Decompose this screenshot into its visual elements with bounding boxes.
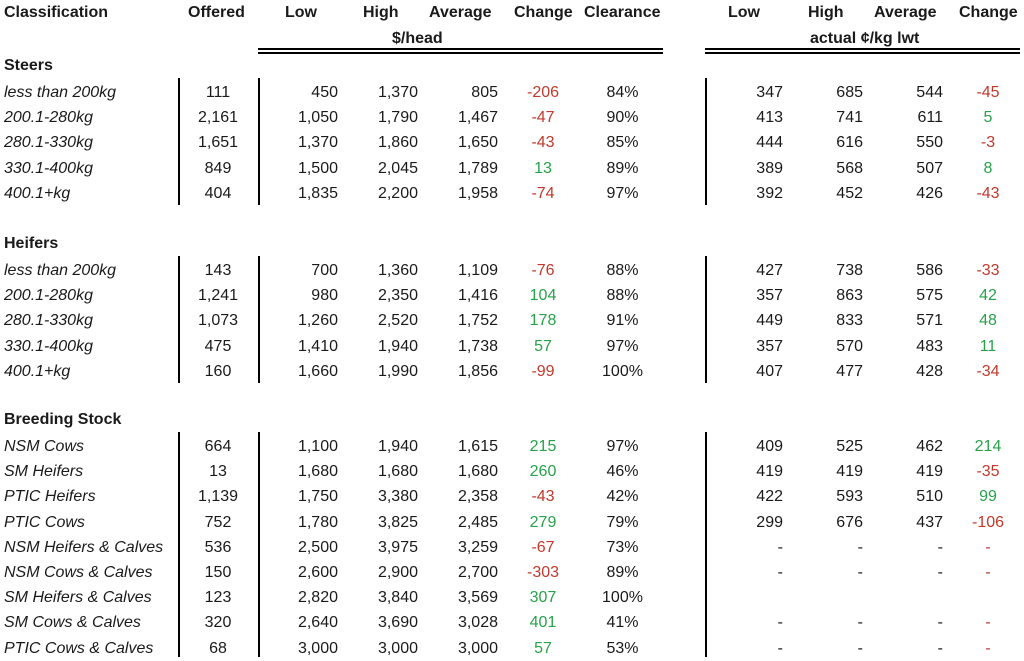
change-lwt-cell: - <box>985 614 991 632</box>
high-cell: 1,680 <box>377 463 418 481</box>
low-lwt-cell: 299 <box>756 513 783 531</box>
average-lwt-cell: 550 <box>916 134 943 152</box>
low-lwt-cell: - <box>777 564 783 581</box>
change-lwt-cell: 5 <box>983 109 993 127</box>
offered-cell: 68 <box>209 639 227 657</box>
high-cell: 2,520 <box>377 312 418 330</box>
header-clearance: Clearance <box>584 4 661 21</box>
high-lwt-cell: 685 <box>836 84 863 101</box>
low-lwt-cell: 392 <box>756 184 783 202</box>
header-underline-right <box>705 48 1020 54</box>
table-row <box>0 308 1024 333</box>
low-lwt-cell: - <box>777 614 783 632</box>
high-cell: 1,790 <box>377 109 418 127</box>
change-lwt-cell: -3 <box>980 134 996 152</box>
high-lwt-cell: 676 <box>836 513 863 531</box>
row-label: 280.1-330kg <box>4 312 93 330</box>
change-lwt-cell: -33 <box>976 262 1000 279</box>
high-lwt-cell: 616 <box>836 134 863 152</box>
low-cell: 2,820 <box>297 589 338 607</box>
average-cell: 3,000 <box>457 639 498 657</box>
clearance-cell: 73% <box>606 538 639 556</box>
clearance-cell: 100% <box>602 589 643 607</box>
low-cell: 3,000 <box>297 639 338 657</box>
average-cell: 1,738 <box>457 337 498 355</box>
table-row <box>0 80 1024 105</box>
table-row <box>0 459 1024 484</box>
offered-cell: 111 <box>205 84 231 101</box>
table-row <box>0 535 1024 560</box>
high-cell: 3,000 <box>377 639 418 657</box>
table-row <box>0 484 1024 509</box>
average-cell: 3,569 <box>457 589 498 607</box>
section-title-steers: Steers <box>4 57 53 74</box>
low-cell: 1,050 <box>297 109 338 127</box>
average-lwt-cell: 437 <box>916 513 943 531</box>
table-row <box>0 181 1024 206</box>
high-cell: 2,350 <box>377 287 418 305</box>
change-cell: 13 <box>534 159 552 177</box>
header-high: High <box>363 4 399 21</box>
low-lwt-cell: - <box>777 538 783 556</box>
change-cell: 57 <box>534 337 552 355</box>
offered-cell: 160 <box>204 362 232 380</box>
average-lwt-cell: 462 <box>916 438 943 455</box>
average-lwt-cell: - <box>937 564 943 581</box>
average-lwt-cell: - <box>937 538 943 556</box>
change-cell: -43 <box>531 134 555 152</box>
average-cell: 1,789 <box>457 159 498 177</box>
row-label: 200.1-280kg <box>4 287 93 305</box>
low-lwt-cell: 413 <box>756 109 783 127</box>
clearance-cell: 89% <box>606 159 639 177</box>
row-label: 400.1+kg <box>4 362 71 380</box>
high-lwt-cell: 741 <box>836 109 863 127</box>
high-lwt-cell: 863 <box>836 287 863 305</box>
table-row <box>0 610 1024 635</box>
high-lwt-cell: 738 <box>836 262 863 279</box>
change-cell: 260 <box>529 463 557 481</box>
high-cell: 3,690 <box>377 614 418 632</box>
change-cell: 104 <box>529 287 557 305</box>
change-cell: 401 <box>529 614 557 632</box>
header-offered: Offered <box>188 4 245 21</box>
average-cell: 805 <box>471 84 498 101</box>
offered-cell: 536 <box>204 538 232 556</box>
row-label: SM Heifers <box>4 463 84 481</box>
row-label: less than 200kg <box>4 262 117 279</box>
change-cell: 57 <box>534 639 552 657</box>
low-cell: 2,600 <box>297 564 338 581</box>
high-lwt-cell: 452 <box>836 184 863 202</box>
header-classification: Classification <box>4 4 109 21</box>
average-cell: 1,416 <box>457 287 498 305</box>
change-lwt-cell: -34 <box>976 362 1000 380</box>
low-lwt-cell: 347 <box>756 84 783 101</box>
change-lwt-cell: 11 <box>979 337 997 355</box>
high-cell: 1,360 <box>377 262 418 279</box>
low-cell: 980 <box>311 287 338 305</box>
offered-cell: 2,161 <box>197 109 239 127</box>
average-cell: 1,467 <box>457 109 498 127</box>
change-cell: -99 <box>531 362 555 380</box>
change-lwt-cell: 8 <box>983 159 993 177</box>
table-row <box>0 560 1024 585</box>
row-label: PTIC Cows <box>4 513 85 531</box>
average-cell: 2,485 <box>457 513 498 531</box>
header-low-lwt: Low <box>728 4 760 21</box>
low-lwt-cell: 407 <box>756 362 783 380</box>
row-label: 330.1-400kg <box>4 159 93 177</box>
low-cell: 1,100 <box>297 438 338 455</box>
average-cell: 1,109 <box>457 262 498 279</box>
header-average-lwt: Average <box>874 4 937 21</box>
high-cell: 1,940 <box>377 438 418 455</box>
average-lwt-cell: 419 <box>916 463 943 481</box>
clearance-cell: 88% <box>606 287 639 305</box>
offered-cell: 664 <box>204 438 232 455</box>
offered-cell: 752 <box>204 513 232 531</box>
row-label: NSM Heifers & Calves <box>4 538 164 556</box>
low-cell: 1,410 <box>297 337 338 355</box>
offered-cell: 320 <box>204 614 232 632</box>
low-lwt-cell: - <box>777 639 783 657</box>
low-lwt-cell: 409 <box>756 438 783 455</box>
average-cell: 1,958 <box>457 184 498 202</box>
header-underline-left <box>258 48 663 54</box>
high-cell: 1,940 <box>377 337 418 355</box>
clearance-cell: 91% <box>606 312 639 330</box>
clearance-cell: 41% <box>606 614 639 632</box>
average-cell: 1,752 <box>457 312 498 330</box>
change-cell: -76 <box>531 262 555 279</box>
change-lwt-cell: -35 <box>976 463 1000 481</box>
low-lwt-cell: 449 <box>756 312 783 330</box>
row-label: NSM Cows & Calves <box>4 564 153 581</box>
offered-cell: 143 <box>204 262 232 279</box>
average-lwt-cell: 510 <box>916 488 943 506</box>
low-lwt-cell: 357 <box>756 337 783 355</box>
offered-cell: 123 <box>204 589 232 607</box>
row-label: 330.1-400kg <box>4 337 93 355</box>
high-lwt-cell: 570 <box>836 337 863 355</box>
row-label: PTIC Heifers <box>4 488 96 506</box>
clearance-cell: 97% <box>606 337 639 355</box>
header-change: Change <box>514 4 573 21</box>
change-lwt-cell: - <box>985 564 991 581</box>
offered-cell: 1,139 <box>197 488 239 506</box>
average-lwt-cell: 586 <box>916 262 943 279</box>
table-row <box>0 510 1024 535</box>
high-lwt-cell: - <box>857 614 863 632</box>
high-lwt-cell: - <box>857 564 863 581</box>
offered-cell: 1,241 <box>197 287 239 305</box>
high-lwt-cell: 477 <box>836 362 863 380</box>
high-cell: 1,990 <box>377 362 418 380</box>
change-cell: -67 <box>531 538 555 556</box>
high-lwt-cell: - <box>857 639 863 657</box>
low-lwt-cell: 444 <box>756 134 783 152</box>
row-label: 400.1+kg <box>4 184 71 202</box>
low-lwt-cell: 427 <box>756 262 783 279</box>
offered-cell: 1,651 <box>197 134 239 152</box>
low-cell: 700 <box>311 262 338 279</box>
high-lwt-cell: 593 <box>836 488 863 506</box>
row-label: 280.1-330kg <box>4 134 93 152</box>
header-high-lwt: High <box>808 4 844 21</box>
row-label: SM Cows & Calves <box>4 614 141 632</box>
table-row <box>0 130 1024 155</box>
change-cell: 178 <box>529 312 557 330</box>
high-lwt-cell: 419 <box>836 463 863 481</box>
change-cell: 215 <box>529 438 557 455</box>
low-cell: 2,640 <box>297 614 338 632</box>
average-lwt-cell: 507 <box>916 159 943 177</box>
table-row <box>0 283 1024 308</box>
change-cell: -303 <box>526 564 560 581</box>
high-lwt-cell: 833 <box>836 312 863 330</box>
high-lwt-cell: - <box>857 538 863 556</box>
low-cell: 1,660 <box>297 362 338 380</box>
high-cell: 3,825 <box>377 513 418 531</box>
high-cell: 3,975 <box>377 538 418 556</box>
change-lwt-cell: 99 <box>979 488 997 506</box>
section-title-breeding-stock: Breeding Stock <box>4 411 122 428</box>
high-cell: 3,840 <box>377 589 418 607</box>
header-unit-head: $/head <box>392 30 443 47</box>
header-low: Low <box>285 4 317 21</box>
row-label: less than 200kg <box>4 84 117 101</box>
average-cell: 3,028 <box>457 614 498 632</box>
low-cell: 1,750 <box>297 488 338 506</box>
average-lwt-cell: - <box>937 614 943 632</box>
low-cell: 1,260 <box>297 312 338 330</box>
offered-cell: 475 <box>204 337 232 355</box>
table-row <box>0 334 1024 359</box>
change-lwt-cell: 214 <box>974 438 1002 455</box>
high-cell: 2,200 <box>377 184 418 202</box>
low-lwt-cell: 422 <box>756 488 783 506</box>
average-lwt-cell: 571 <box>916 312 943 330</box>
change-lwt-cell: - <box>985 639 991 657</box>
change-lwt-cell: 48 <box>979 312 997 330</box>
clearance-cell: 88% <box>606 262 639 279</box>
clearance-cell: 97% <box>606 438 639 455</box>
average-lwt-cell: 428 <box>916 362 943 380</box>
row-label: 200.1-280kg <box>4 109 93 127</box>
clearance-cell: 42% <box>606 488 639 506</box>
change-cell: -74 <box>531 184 555 202</box>
clearance-cell: 85% <box>606 134 639 152</box>
average-lwt-cell: 426 <box>916 184 943 202</box>
average-lwt-cell: 575 <box>916 287 943 305</box>
average-cell: 1,615 <box>457 438 498 455</box>
header-average: Average <box>429 4 492 21</box>
row-label: PTIC Cows & Calves <box>4 639 154 657</box>
table-row <box>0 156 1024 181</box>
low-cell: 1,680 <box>297 463 338 481</box>
low-lwt-cell: 389 <box>756 159 783 177</box>
row-label: SM Heifers & Calves <box>4 589 152 607</box>
table-row <box>0 434 1024 459</box>
clearance-cell: 53% <box>606 639 639 657</box>
low-lwt-cell: 357 <box>756 287 783 305</box>
header-change-lwt: Change <box>959 4 1018 21</box>
average-lwt-cell: 611 <box>917 109 943 127</box>
high-lwt-cell: 525 <box>836 438 863 455</box>
row-label: NSM Cows <box>4 438 85 455</box>
offered-cell: 1,073 <box>197 312 239 330</box>
change-lwt-cell: -43 <box>976 184 1000 202</box>
change-lwt-cell: -106 <box>971 513 1005 531</box>
change-cell: -206 <box>526 84 560 101</box>
clearance-cell: 46% <box>606 463 639 481</box>
average-lwt-cell: 483 <box>916 337 943 355</box>
clearance-cell: 79% <box>606 513 639 531</box>
change-lwt-cell: -45 <box>976 84 1000 101</box>
offered-cell: 849 <box>204 159 232 177</box>
high-cell: 2,045 <box>377 159 418 177</box>
low-cell: 1,835 <box>297 184 338 202</box>
low-lwt-cell: 419 <box>756 463 783 481</box>
clearance-cell: 97% <box>606 184 639 202</box>
clearance-cell: 100% <box>602 362 643 380</box>
low-cell: 2,500 <box>297 538 338 556</box>
low-cell: 450 <box>311 84 338 101</box>
clearance-cell: 84% <box>606 84 639 101</box>
table-row <box>0 258 1024 283</box>
high-cell: 1,860 <box>377 134 418 152</box>
table-row <box>0 585 1024 610</box>
section-title-heifers: Heifers <box>4 235 59 252</box>
clearance-cell: 89% <box>606 564 639 581</box>
average-cell: 1,680 <box>457 463 498 481</box>
change-cell: 307 <box>529 589 557 607</box>
offered-cell: 150 <box>204 564 232 581</box>
high-cell: 1,370 <box>377 84 418 101</box>
average-lwt-cell: 544 <box>916 84 943 101</box>
header-unit-lwt: actual ¢/kg lwt <box>810 30 920 47</box>
low-cell: 1,370 <box>297 134 338 152</box>
average-cell: 1,856 <box>457 362 498 380</box>
average-cell: 2,358 <box>457 488 498 506</box>
high-cell: 2,900 <box>377 564 418 581</box>
change-lwt-cell: - <box>985 538 991 556</box>
average-cell: 3,259 <box>457 538 498 556</box>
high-cell: 3,380 <box>377 488 418 506</box>
table-row <box>0 359 1024 384</box>
low-cell: 1,500 <box>297 159 338 177</box>
table-row <box>0 105 1024 130</box>
average-cell: 1,650 <box>457 134 498 152</box>
clearance-cell: 90% <box>606 109 639 127</box>
change-cell: 279 <box>529 513 557 531</box>
offered-cell: 404 <box>204 184 232 202</box>
change-cell: -43 <box>531 488 555 506</box>
low-cell: 1,780 <box>297 513 338 531</box>
offered-cell: 13 <box>209 463 227 481</box>
average-cell: 2,700 <box>457 564 498 581</box>
average-lwt-cell: - <box>937 639 943 657</box>
change-cell: -47 <box>531 109 555 127</box>
high-lwt-cell: 568 <box>836 159 863 177</box>
change-lwt-cell: 42 <box>979 287 997 305</box>
